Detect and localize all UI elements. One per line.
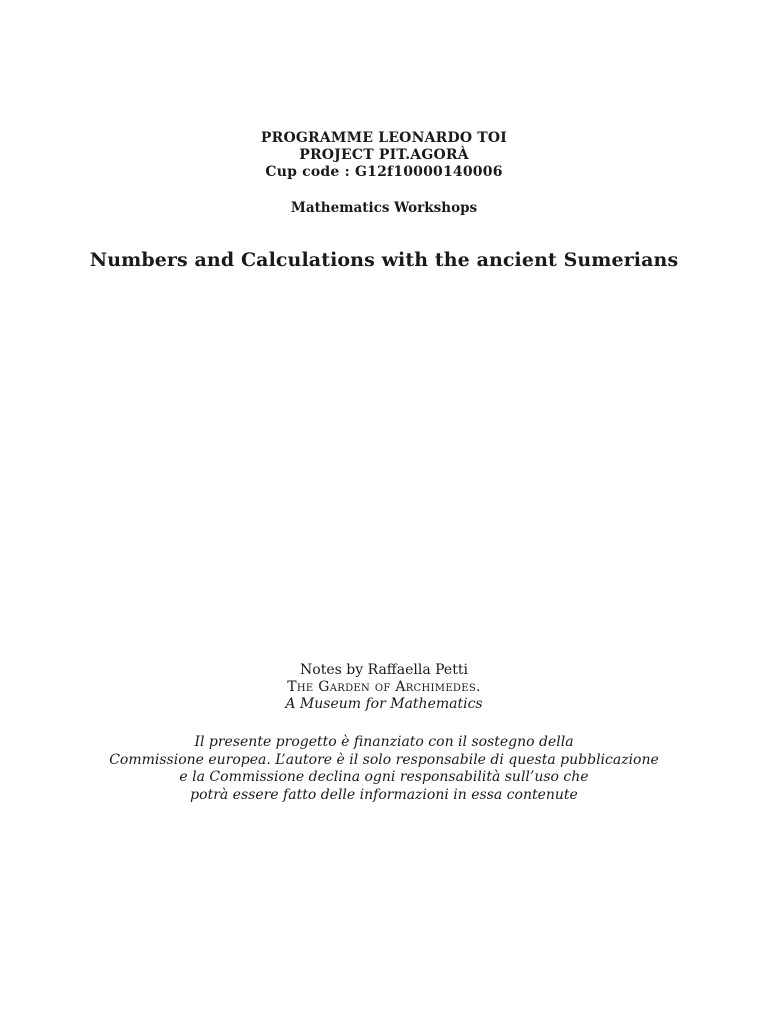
museum-name: The Garden of Archimedes. [287, 679, 481, 695]
title-block [0, 248, 768, 272]
disclaimer-line-1: Il presente progetto è finanziato con il sostegno della [194, 734, 574, 750]
disclaimer-line-2: Commissione europea. L’autore è il solo responsabile di questa pubblicazione [109, 751, 659, 768]
programme-name: PROGRAMME LEONARDO TOI [260, 130, 508, 146]
disclaimer-line-3: e la Commissione declina ogni responsabilità sull’uso che [179, 769, 589, 785]
disclaimer-block [0, 734, 768, 804]
project-name: PROJECT PIT.AGORÀ [299, 147, 469, 163]
document-title: Numbers and Calculations with the ancient Sumerians [89, 249, 679, 271]
disclaimer-line-4: potrà essere fatto delle informazioni in essa contenute [190, 786, 578, 803]
cup-code: Cup code : G12f10000140006 [265, 164, 503, 180]
author-credit: Notes by Raffaella Petti [300, 662, 468, 678]
museum-tagline: A Museum for Mathematics [285, 696, 483, 712]
series-title: Mathematics Workshops [290, 200, 478, 216]
series-block [0, 200, 768, 217]
credits-block [0, 662, 768, 713]
header-block [0, 130, 768, 181]
